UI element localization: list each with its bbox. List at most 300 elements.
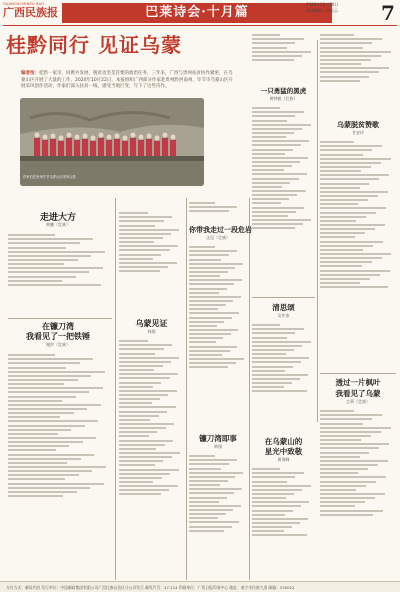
text-line [8,367,66,369]
text-line [252,59,294,61]
text-line [320,443,389,445]
text-line [119,369,154,371]
text-line [119,340,148,342]
text-line [119,473,170,475]
text-line [252,38,304,40]
text-line [119,440,173,442]
text-line [119,245,178,247]
text-line [320,67,389,69]
text-line [8,379,78,381]
text-line [320,51,391,53]
text-line [119,477,162,479]
text-line [320,505,355,507]
text-line [8,396,76,398]
article-subtitle-2: 我看见了一把铁锤 [26,331,90,341]
text-line [252,382,292,384]
text-line [189,362,236,364]
text-line [189,246,215,248]
text-line [119,229,179,231]
text-line [320,63,361,65]
text-line [8,408,87,410]
text-line [252,374,308,376]
article-body-6a [252,32,315,82]
text-line [119,377,170,379]
text-line [320,71,379,73]
text-line [189,354,222,356]
text-line [189,292,219,294]
text-line [320,485,366,487]
article-body-6 [252,105,315,295]
text-line [119,258,153,260]
logo-chinese: 广西民族报 [3,6,58,19]
editor-note [21,71,235,91]
text-line [320,414,382,416]
article-title-6: 一只勇猛的黑虎 [260,87,307,95]
text-line [119,241,154,243]
article-author-1: 黄鹏（壮族） [46,222,70,227]
text-line [252,55,302,57]
text-line [320,493,385,495]
text-line [252,386,284,388]
article-body-3a [119,210,184,310]
text-line [252,353,286,355]
text-line [320,241,383,243]
article-author-4: 文冠（壮族） [206,235,230,240]
text-line [320,452,369,454]
text-line [119,365,163,367]
text-line [320,47,363,49]
text-line [8,433,58,435]
text-line [252,223,303,225]
text-line [8,263,64,265]
text-line [252,173,307,175]
text-line [252,378,300,380]
text-line [320,489,356,491]
text-line [320,431,381,433]
text-line [320,228,375,230]
text-line [252,165,292,167]
column-divider-4 [317,40,318,422]
text-line [119,390,177,392]
text-line [320,55,381,57]
text-line [252,111,304,113]
article-title-1: 走进大方 [39,213,76,223]
article-subtitle-8: 星光中致敬 [264,447,303,456]
text-line [189,329,238,331]
editor-note-label: 编者按： [21,71,39,76]
text-line [189,210,229,212]
text-line [8,420,98,422]
text-line [320,464,378,466]
text-line [252,468,280,470]
text-line [189,279,242,281]
text-line [320,236,355,238]
article-author-2: 谢洪（壮族） [46,342,70,347]
text-line [8,416,60,418]
article-title-9: 乌蒙脱贫赞歌 [337,120,379,129]
text-line [320,178,379,180]
article-body-5 [189,453,247,578]
text-line [189,530,224,532]
text-line [252,124,311,126]
text-line [320,510,383,512]
text-line [8,412,74,414]
text-line [119,216,172,218]
text-line [252,489,302,491]
text-line [8,400,62,402]
text-line [320,447,379,449]
text-line [189,296,241,298]
text-line [8,445,69,447]
text-line [320,145,382,147]
text-line [8,242,80,244]
text-line [189,455,215,457]
text-line [8,354,55,356]
text-line [189,250,237,252]
text-line [8,483,104,485]
article-author-6: 黄钟毅（壮族） [269,96,298,101]
text-line [320,253,391,255]
text-line [320,261,372,263]
text-line [320,286,388,288]
text-line [252,522,300,524]
text-line [8,267,103,269]
text-line [320,42,372,44]
text-line [189,501,219,503]
text-line [189,526,232,528]
text-line [252,481,287,483]
text-line [252,120,287,122]
text-line [320,274,380,276]
text-line [8,276,76,278]
article-body-4 [189,244,247,434]
text-line [252,51,311,53]
text-line [320,257,382,259]
text-line [252,42,295,44]
text-line [252,211,296,213]
text-line [119,344,172,346]
text-line [119,469,179,471]
text-line [320,270,390,272]
text-line [252,34,280,36]
text-line [320,410,354,412]
text-line [119,452,180,454]
text-line [119,212,148,214]
text-line [252,366,293,368]
text-line [252,485,311,487]
text-line [119,456,172,458]
text-line [320,154,363,156]
text-line [189,350,230,352]
text-line [119,373,178,375]
text-line [189,312,239,314]
text-line [252,510,293,512]
text-line [119,460,163,462]
text-line [252,186,282,188]
text-line [252,526,292,528]
text-line [252,157,308,159]
article-author-3: 林翔 [147,329,156,334]
text-line [252,357,309,359]
text-line [8,358,93,360]
text-line [8,449,56,451]
text-line [8,474,79,476]
text-line [119,266,168,268]
text-line [252,227,295,229]
text-line [252,47,287,49]
text-line [119,398,160,400]
article-title-3: 乌蒙见证 [135,318,168,328]
text-line [8,387,103,389]
text-line [8,238,93,240]
text-line [119,402,152,404]
article-separator-6 [252,297,315,298]
text-line [320,501,365,503]
text-line [189,333,231,335]
editor-note-text: 桂黔一家亲，同携共发展，脱贫攻坚是首要的政治任务，三年来，广西与贵州扶贫协作紧密，在乌蒙山区开展了大量的工作。2020年10月22日，本报组织广西部分作家赴贵州黔西南州、毕节市乌蒙山区开展采风创作活动，作家们深入扶贫一线，感受当地巨变，写下了这些诗作。 [21,71,233,89]
article-title-10: 透过一片枫叶 [335,378,381,387]
text-line [8,491,77,493]
text-line [252,169,284,171]
article-body-8 [252,466,315,578]
text-line [252,194,297,196]
text-line [252,140,309,142]
article-title-7: 清思颂 [272,303,295,312]
text-line [320,34,354,36]
text-line [252,107,280,109]
text-line [8,375,91,377]
text-line [119,237,163,239]
imprint-footer: 支付方式：邮局代收 发行单位：中国邮政集团有限公司广西壮族自治区分公司发行 邮发代号：47-214 印刷单位：广西日报印务中心 地址：南宁市民族大道 邮编：530022 [0,581,400,592]
text-line [189,480,228,482]
text-line [252,202,281,204]
text-line [320,439,361,441]
column-divider-2 [186,198,187,580]
group-photo [20,98,204,186]
text-line [320,195,378,197]
text-line [320,282,360,284]
text-line [320,427,391,429]
article-body-3 [119,338,184,578]
text-line [320,203,358,205]
text-line [189,304,226,306]
page-headline: 桂黔同行 见证乌蒙 [6,33,182,57]
text-line [320,76,369,78]
text-line [8,425,85,427]
text-line [8,259,78,261]
article-author-7: 吴作家 [277,313,290,318]
text-line [252,161,300,163]
text-line [320,212,376,214]
text-line [320,249,363,251]
text-line [189,337,223,339]
text-line [320,183,369,185]
text-line [8,478,65,480]
text-line [189,509,233,511]
text-line [189,346,237,348]
text-line [189,505,241,507]
text-line [320,245,373,247]
text-line [119,357,179,359]
text-line [320,166,371,168]
article-title-4: 你带我走过一段危岩 [189,225,252,234]
text-line [119,225,155,227]
text-line [8,495,63,497]
text-line [189,263,243,265]
text-line [189,459,237,461]
text-line [252,207,304,209]
text-line [252,136,286,138]
text-line [252,128,302,130]
text-line [119,431,157,433]
text-line [119,464,155,466]
article-separator-9 [320,373,396,374]
text-line [8,462,67,464]
text-line [320,38,382,40]
text-line [8,280,62,282]
text-line [320,170,361,172]
text-line [119,435,149,437]
text-line [189,472,243,474]
text-line [189,513,226,515]
text-line [320,468,368,470]
text-line [119,386,153,388]
article-title-2: 在镰刀湾 [42,321,74,331]
page-number: 7 [381,1,395,25]
issue-info [306,2,376,13]
column-divider-3 [249,198,250,580]
text-line [189,325,217,327]
text-line [8,454,94,456]
text-line [320,59,371,61]
text-line [189,259,221,261]
text-line [119,419,150,421]
text-line [189,321,224,323]
text-line [119,348,164,350]
text-line [252,332,295,334]
text-line [252,337,287,339]
text-line [252,534,307,536]
newspaper-logo [3,2,63,24]
text-line [189,358,244,360]
text-line [252,153,285,155]
text-line [252,472,304,474]
text-line [320,187,360,189]
text-line [252,497,286,499]
text-line [189,271,228,273]
text-line [8,429,71,431]
text-line [119,394,168,396]
section-title: 巴莱诗会·十月篇 [145,5,249,20]
article-author-8: 黄海峰 [277,457,290,462]
article-body-1 [8,232,112,317]
text-line [8,458,81,460]
text-line [8,255,91,257]
text-line [119,270,160,272]
text-line [252,219,311,221]
text-line [189,484,220,486]
text-line [8,251,105,253]
masthead-rule [3,25,397,26]
text-line [252,149,293,151]
text-line [8,383,64,385]
text-line [119,406,176,408]
text-line [119,481,153,483]
responsible-editor: 责任编辑：黄思云 [306,7,338,13]
text-line [320,224,385,226]
text-line [8,271,89,273]
text-line [252,115,295,117]
text-line [189,288,227,290]
text-line [320,423,363,425]
text-line [320,476,386,478]
text-line [189,283,234,285]
text-line [8,466,106,468]
text-line [320,278,370,280]
article-author-5: 黄翔 [214,444,222,449]
article-title-5: 镰刀湾即事 [199,434,237,443]
text-line [320,265,362,267]
text-line [252,324,280,326]
text-line [320,162,381,164]
text-line [119,220,164,222]
text-line [252,345,302,347]
text-line [252,341,311,343]
text-line [189,341,216,343]
text-line [252,361,301,363]
logo-english: GUANGXI MINZU BAO [3,2,45,6]
text-line [8,441,83,443]
text-line [119,489,169,491]
text-line [252,476,295,478]
article-body-10 [320,408,396,578]
photo-caption: 作家们在贵州毕节乌蒙山区采风合影 [23,175,76,179]
text-line [8,404,101,406]
text-line [189,275,220,277]
article-body-2 [8,352,112,578]
text-line [119,361,171,363]
text-line [189,488,242,490]
text-line [320,149,372,151]
text-line [320,514,373,516]
text-line [320,232,365,234]
text-line [8,487,90,489]
text-line [189,463,229,465]
text-line [320,141,354,143]
group-photo-image [20,98,204,186]
text-line [252,501,309,503]
text-line [252,349,294,351]
article-separator-1 [8,318,112,319]
text-line [189,521,239,523]
article-title-8: 在乌蒙山的 [264,437,303,446]
text-line [252,505,301,507]
masthead [0,0,400,26]
text-line [320,435,371,437]
text-line [189,468,221,470]
text-line [119,444,165,446]
text-line [320,80,360,82]
text-line [189,202,215,204]
text-line [252,514,285,516]
text-line [320,191,388,193]
article-body-4a [189,200,247,222]
text-line [252,190,306,192]
text-line [252,530,284,532]
column-divider-1 [115,198,116,580]
text-line [189,254,229,256]
text-line [252,182,290,184]
